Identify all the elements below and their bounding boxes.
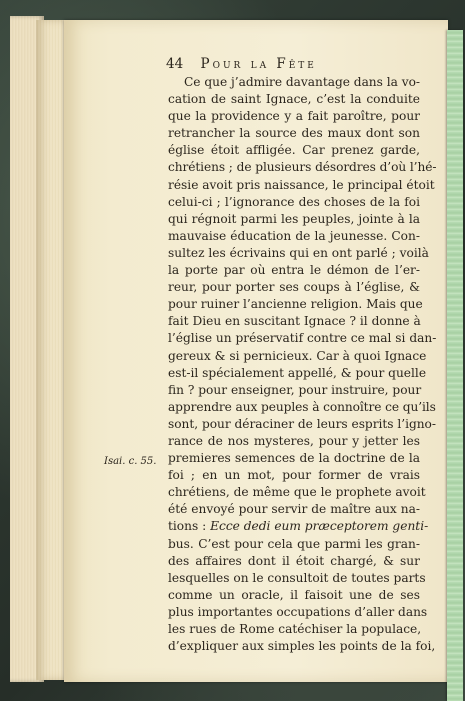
ribbon-bookmark (447, 30, 463, 701)
text-line-start: tions : (168, 519, 211, 534)
text-line: lesquelles on le consultoit de toutes parts (168, 570, 426, 585)
running-title: Pour la Fête (200, 56, 317, 72)
text-line: retrancher la source des maux dont son (168, 126, 420, 141)
text-line-with-quote (168, 518, 429, 535)
text-line: bus. C’est pour cela que parmi les gran- (168, 536, 420, 551)
text-line: cation de saint Ignace, c’est la conduite (168, 92, 420, 107)
text-line: comme un oracle, il faisoit une de ses (168, 587, 420, 602)
text-line: fin ? pour enseigner, pour instruire, pour (168, 382, 422, 397)
text-line: reur, pour porter ses coups à l’église, & (168, 280, 420, 295)
text-line: plus importantes occupations d’aller dans (168, 604, 428, 619)
margin-note: Isai. c. 55. (104, 456, 157, 467)
page-number: 44 (166, 56, 184, 72)
text-line: celui-ci ; l’ignorance des choses de la foi (168, 194, 420, 209)
text-line: été envoyé pour servir de maître aux na- (168, 502, 420, 517)
body-text (168, 74, 437, 655)
text-line: l’église un préservatif contre ce mal si dan- (168, 331, 437, 346)
text-line: fait Dieu en suscitant Ignace ? il donne à (168, 314, 421, 329)
text-line: la porte par où entra le démon de l’er- (168, 263, 420, 278)
text-line: d’expliquer aux simples les points de la foi, (168, 639, 436, 654)
text-line: sultez les écrivains qui en ont parlé ; voilà (168, 245, 429, 260)
text-line: pour ruiner l’ancienne religion. Mais que (168, 297, 423, 312)
text-line: rance de nos mysteres, pour y jetter les (168, 433, 420, 448)
text-line: que la providence y a fait paroître, pour (168, 109, 420, 124)
text-line: chrétiens ; de plusieurs désordres d’où l’hé- (168, 160, 437, 175)
text-line: foi ; en un mot, pour former de vrais (168, 468, 420, 483)
text-line: église étoit affligée. Car prenez garde, (168, 143, 420, 158)
text-line: résie avoit pris naissance, le principal étoit (168, 177, 435, 192)
text-line: premieres semences de la doctrine de la (168, 451, 420, 466)
text-line: des affaires dont il étoit chargé, & sur (168, 553, 420, 568)
latin-quote: Ecce dedi eum præceptorem genti- (210, 519, 429, 534)
text-line: qui régnoit parmi les peuples, jointe à la (168, 211, 420, 226)
text-line: Ce que j’admire davantage dans la vo- (184, 75, 420, 89)
text-line: chrétiens, de même que le prophete avoit (168, 485, 426, 500)
text-line: mauvaise éducation de la jeunesse. Con- (168, 228, 420, 243)
text-line: sont, pour déraciner de leurs esprits l’igno- (168, 416, 436, 431)
running-header (166, 56, 396, 76)
text-line: gereux & si pernicieux. Car à quoi Ignace (168, 348, 427, 363)
text-line: apprendre aux peuples à connoître ce qu’ils (168, 399, 436, 414)
text-line: les rues de Rome catéchiser la populace, (168, 622, 422, 636)
text-line: est-il spécialement appellé, & pour quelle (168, 365, 427, 380)
